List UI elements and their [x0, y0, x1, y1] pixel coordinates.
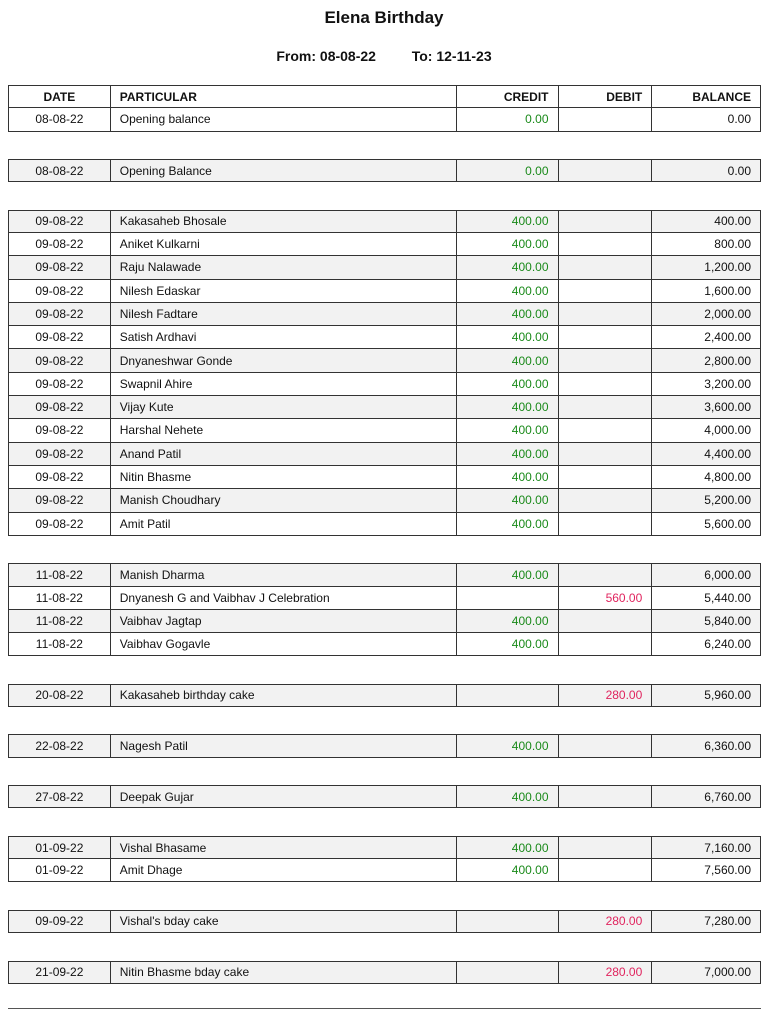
table-row — [8, 349, 761, 372]
table-row — [8, 610, 761, 633]
debit-cell — [559, 160, 653, 181]
balance-cell: 5,200.00 — [704, 493, 751, 508]
date-cell: 09-08-22 — [9, 256, 111, 278]
date-cell: 09-08-22 — [9, 443, 111, 465]
table-row — [8, 280, 761, 303]
table-row — [8, 233, 761, 256]
table-row — [8, 256, 761, 279]
balance-cell: 800.00 — [714, 237, 751, 252]
credit-cell: 400.00 — [457, 211, 559, 232]
date-cell: 11-08-22 — [9, 633, 111, 655]
particular-cell: Opening Balance — [111, 160, 457, 181]
table-row — [8, 159, 761, 182]
date-cell: 22-08-22 — [9, 735, 111, 756]
balance-cell: 1,200.00 — [704, 260, 751, 275]
particular-cell: Nitin Bhasme bday cake — [111, 962, 457, 983]
debit-cell — [559, 326, 653, 348]
group-spacer — [8, 656, 761, 683]
debit-cell — [559, 786, 653, 807]
particular-cell: Aniket Kulkarni — [111, 233, 457, 255]
balance-cell: 7,000.00 — [704, 965, 751, 980]
credit-cell: 400.00 — [457, 349, 559, 371]
credit-cell: 400.00 — [457, 443, 559, 465]
table-row — [8, 108, 761, 131]
particular-cell: Nitin Bhasme — [111, 466, 457, 488]
balance-cell: 4,000.00 — [704, 423, 751, 438]
credit-cell: 400.00 — [457, 326, 559, 348]
debit-cell — [559, 256, 653, 278]
credit-cell: 400.00 — [457, 396, 559, 418]
debit-cell — [559, 303, 653, 325]
group-spacer — [8, 132, 761, 159]
date-cell: 20-08-22 — [9, 685, 111, 706]
date-cell: 21-09-22 — [9, 962, 111, 983]
date-cell: 09-08-22 — [9, 419, 111, 441]
group-spacer — [8, 182, 761, 209]
balance-cell: 7,160.00 — [704, 840, 751, 855]
balance-cell: 0.00 — [727, 163, 751, 178]
date-cell: 09-08-22 — [9, 513, 111, 535]
balance-cell: 6,360.00 — [704, 739, 751, 754]
debit-cell — [559, 837, 653, 858]
debit-cell — [559, 735, 653, 756]
credit-cell — [457, 962, 559, 983]
particular-cell: Raju Nalawade — [111, 256, 457, 278]
date-cell: 09-08-22 — [9, 280, 111, 302]
group-spacer — [8, 882, 761, 909]
table-row — [8, 734, 761, 757]
debit-cell — [559, 513, 653, 535]
table-row — [8, 910, 761, 933]
group-spacer — [8, 707, 761, 734]
credit-cell: 400.00 — [457, 513, 559, 535]
particular-cell: Opening balance — [111, 108, 457, 130]
table-row — [8, 210, 761, 233]
balance-cell: 3,600.00 — [704, 400, 751, 415]
particular-cell: Amit Patil — [111, 513, 457, 535]
debit-cell — [559, 564, 653, 585]
group-spacer — [8, 808, 761, 835]
date-cell: 09-08-22 — [9, 233, 111, 255]
balance-cell: 3,200.00 — [704, 376, 751, 391]
table-row — [8, 396, 761, 419]
credit-cell: 0.00 — [457, 108, 559, 130]
group-spacer — [8, 536, 761, 563]
particular-cell: Swapnil Ahire — [111, 373, 457, 395]
date-cell: 09-08-22 — [9, 349, 111, 371]
balance-cell: 6,240.00 — [704, 637, 751, 652]
balance-cell: 5,840.00 — [704, 613, 751, 628]
to-label: To: — [411, 48, 433, 64]
credit-cell: 400.00 — [457, 633, 559, 655]
date-cell: 11-08-22 — [9, 610, 111, 632]
date-cell: 09-08-22 — [9, 326, 111, 348]
table-row — [8, 836, 761, 859]
date-cell: 09-08-22 — [9, 489, 111, 511]
particular-cell: Nilesh Fadtare — [111, 303, 457, 325]
to-date: 12-11-23 — [436, 48, 492, 64]
credit-cell: 400.00 — [457, 786, 559, 807]
table-row — [8, 859, 761, 882]
debit-cell: 280.00 — [559, 685, 653, 706]
credit-cell: 400.00 — [457, 466, 559, 488]
credit-cell: 400.00 — [457, 303, 559, 325]
balance-cell: 7,560.00 — [704, 863, 751, 878]
date-cell: 08-08-22 — [9, 160, 111, 181]
table-row — [8, 633, 761, 656]
ledger-table — [8, 85, 761, 984]
particular-cell: Deepak Gujar — [111, 786, 457, 807]
credit-cell: 400.00 — [457, 564, 559, 585]
credit-cell: 400.00 — [457, 610, 559, 632]
from-label: From: — [276, 48, 317, 64]
debit-cell — [559, 633, 653, 655]
debit-cell — [559, 373, 653, 395]
balance-cell: 400.00 — [714, 214, 751, 229]
debit-cell — [559, 610, 653, 632]
header-credit: CREDIT — [457, 86, 559, 107]
balance-cell: 6,000.00 — [704, 567, 751, 582]
particular-cell: Kakasaheb Bhosale — [111, 211, 457, 232]
date-cell: 27-08-22 — [9, 786, 111, 807]
particular-cell: Nilesh Edaskar — [111, 280, 457, 302]
debit-cell — [559, 211, 653, 232]
credit-cell: 400.00 — [457, 256, 559, 278]
balance-cell: 2,400.00 — [704, 330, 751, 345]
debit-cell — [559, 419, 653, 441]
date-cell: 01-09-22 — [9, 837, 111, 858]
balance-cell: 5,600.00 — [704, 516, 751, 531]
particular-cell: Vishal's bday cake — [111, 911, 457, 932]
table-row — [8, 373, 761, 396]
particular-cell: Dnyanesh G and Vaibhav J Celebration — [111, 587, 457, 609]
date-cell: 09-08-22 — [9, 303, 111, 325]
header-date: DATE — [9, 86, 111, 107]
credit-cell: 400.00 — [457, 859, 559, 881]
date-cell: 09-08-22 — [9, 211, 111, 232]
bottom-divider — [8, 1008, 761, 1009]
table-row — [8, 489, 761, 512]
table-row — [8, 587, 761, 610]
credit-cell — [457, 587, 559, 609]
balance-cell: 5,440.00 — [704, 590, 751, 605]
particular-cell: Vaibhav Gogavle — [111, 633, 457, 655]
credit-cell: 400.00 — [457, 280, 559, 302]
particular-cell: Anand Patil — [111, 443, 457, 465]
particular-cell: Vaibhav Jagtap — [111, 610, 457, 632]
date-cell: 09-08-22 — [9, 396, 111, 418]
table-header-row — [8, 85, 761, 108]
debit-cell — [559, 396, 653, 418]
report-title: Elena Birthday — [324, 8, 444, 27]
header-balance: BALANCE — [692, 89, 751, 104]
date-cell: 09-08-22 — [9, 466, 111, 488]
date-cell: 11-08-22 — [9, 564, 111, 585]
credit-cell: 400.00 — [457, 735, 559, 756]
table-row — [8, 419, 761, 442]
particular-cell: Harshal Nehete — [111, 419, 457, 441]
debit-cell: 280.00 — [559, 962, 653, 983]
group-spacer — [8, 758, 761, 785]
debit-cell — [559, 108, 653, 130]
header-debit: DEBIT — [559, 86, 653, 107]
table-row — [8, 326, 761, 349]
particular-cell: Dnyaneshwar Gonde — [111, 349, 457, 371]
particular-cell: Kakasaheb birthday cake — [111, 685, 457, 706]
date-range — [0, 48, 768, 64]
balance-cell: 7,280.00 — [704, 914, 751, 929]
particular-cell: Vishal Bhasame — [111, 837, 457, 858]
particular-cell: Manish Dharma — [111, 564, 457, 585]
group-spacer — [8, 933, 761, 960]
particular-cell: Manish Choudhary — [111, 489, 457, 511]
date-cell: 11-08-22 — [9, 587, 111, 609]
particular-cell: Vijay Kute — [111, 396, 457, 418]
header-particular: PARTICULAR — [111, 86, 457, 107]
credit-cell: 400.00 — [457, 233, 559, 255]
debit-cell — [559, 489, 653, 511]
credit-cell: 400.00 — [457, 419, 559, 441]
balance-cell: 1,600.00 — [704, 283, 751, 298]
debit-cell — [559, 443, 653, 465]
table-row — [8, 513, 761, 536]
particular-cell: Satish Ardhavi — [111, 326, 457, 348]
credit-cell — [457, 911, 559, 932]
debit-cell — [559, 349, 653, 371]
date-cell: 08-08-22 — [9, 108, 111, 130]
table-row — [8, 466, 761, 489]
debit-cell — [559, 859, 653, 881]
table-row — [8, 961, 761, 984]
table-row — [8, 303, 761, 326]
credit-cell: 400.00 — [457, 837, 559, 858]
balance-cell: 2,800.00 — [704, 353, 751, 368]
debit-cell — [559, 466, 653, 488]
table-row — [8, 563, 761, 586]
from-date: 08-08-22 — [319, 48, 376, 64]
date-cell: 09-08-22 — [9, 373, 111, 395]
debit-cell — [559, 233, 653, 255]
table-row — [8, 443, 761, 466]
table-row — [8, 785, 761, 808]
debit-cell — [559, 280, 653, 302]
credit-cell: 0.00 — [457, 160, 559, 181]
balance-cell: 4,400.00 — [704, 446, 751, 461]
balance-cell: 6,760.00 — [704, 789, 751, 804]
balance-cell: 2,000.00 — [704, 307, 751, 321]
credit-cell — [457, 685, 559, 706]
credit-cell: 400.00 — [457, 489, 559, 511]
particular-cell: Amit Dhage — [111, 859, 457, 881]
balance-cell: 4,800.00 — [704, 470, 751, 485]
debit-cell: 560.00 — [559, 587, 653, 609]
balance-cell: 0.00 — [727, 112, 751, 127]
date-cell: 09-09-22 — [9, 911, 111, 932]
table-row — [8, 684, 761, 707]
date-cell: 01-09-22 — [9, 859, 111, 881]
particular-cell: Nagesh Patil — [111, 735, 457, 756]
balance-cell: 5,960.00 — [704, 688, 751, 703]
credit-cell: 400.00 — [457, 373, 559, 395]
debit-cell: 280.00 — [559, 911, 653, 932]
